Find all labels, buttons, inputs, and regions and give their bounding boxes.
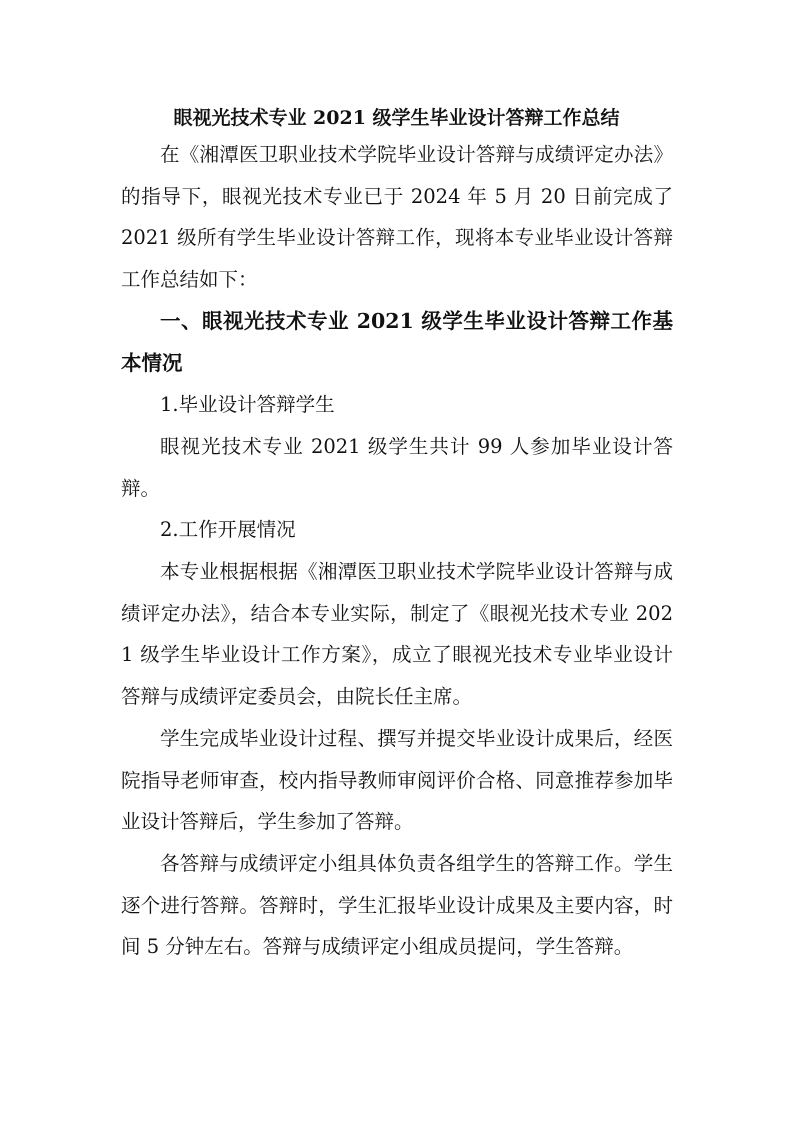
subsection-2-paragraph-2: 学生完成毕业设计过程、撰写并提交毕业设计成果后，经医院指导老师审查，校内指导教师审阅评价合格、同意推荐参加毕业设计答辩后，学生参加了答辩。: [121, 726, 673, 834]
subsection-1-paragraph: 眼视光技术专业 2021 级学生共计 99 人参加毕业设计答辩。: [121, 434, 673, 500]
subsection-heading-2: 2.工作开展情况: [160, 518, 296, 542]
document-body: [121, 134, 673, 968]
subsection-2-paragraph-3: 各答辩与成绩评定小组具体负责各组学生的答辩工作。学生逐个进行答辩。答辩时，学生汇报毕业设计成果及主要内容，时间 5 分钟左右。答辩与成绩评定小组成员提问，学生答辩。: [121, 851, 673, 959]
section-heading-1: 一、眼视光技术专业 2021 级学生毕业设计答辩工作基本情况: [121, 308, 673, 375]
document-title: 眼视光技术专业 2021 级学生毕业设计答辩工作总结: [173, 107, 620, 129]
subsection-2-paragraph-1: 本专业根据根据《湘潭医卫职业技术学院毕业设计答辩与成绩评定办法》，结合本专业实际，制定了《眼视光技术专业 2021 级学生毕业设计工作方案》，成立了眼视光技术专业毕业设计答辩与成绩评定委员会，由院长任主席。: [121, 560, 673, 709]
subsection-heading-1: 1.毕业设计答辩学生: [160, 393, 335, 417]
intro-paragraph: 在《湘潭医卫职业技术学院毕业设计答辩与成绩评定办法》的指导下，眼视光技术专业已于 2024 年 5 月 20 日前完成了 2021 级所有学生毕业设计答辩工作，现将本专业毕业设计答辩工作总结如下：: [121, 143, 673, 292]
